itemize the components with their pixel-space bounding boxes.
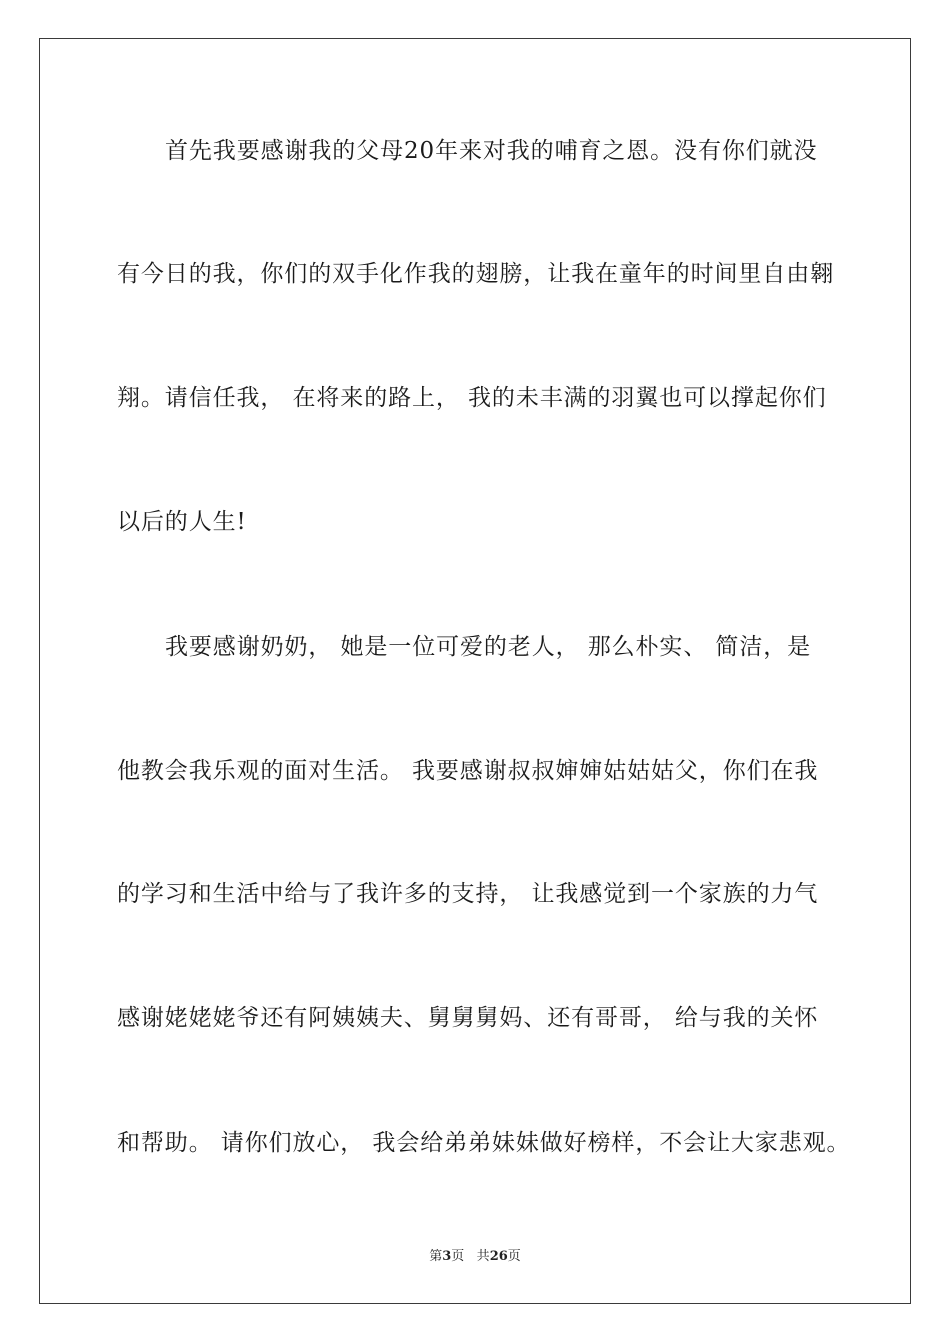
paragraph-1-line-4: 以后的人生! [117, 509, 247, 535]
total-unit: 页 [507, 1249, 521, 1264]
paragraph-1-line-3: 翔。请信任我， 在将来的路上， 我的未丰满的羽翼也可以撑起你们 [117, 385, 827, 411]
page-current: 3 [442, 1249, 452, 1264]
paragraph-2-line-1: 我要感谢奶奶， 她是一位可爱的老人， 那么朴实、 简洁，是 [165, 634, 812, 660]
paragraph-1-line-1: 首先我要感谢我的父母20年来对我的哺育之恩。没有你们就没 [165, 138, 818, 164]
page-border [39, 38, 911, 1304]
paragraph-2-line-3: 的学习和生活中给与了我许多的支持， 让我感觉到一个家族的力气 [117, 881, 819, 907]
paragraph-2-line-4: 感谢姥姥姥爷还有阿姨姨夫、舅舅舅妈、还有哥哥， 给与我的关怀 [117, 1005, 819, 1031]
page-prefix: 第 [429, 1249, 443, 1264]
paragraph-1-line-2: 有今日的我，你们的双手化作我的翅膀，让我在童年的时间里自由翱 [117, 261, 834, 287]
paragraph-2-line-5: 和帮助。 请你们放心， 我会给弟弟妹妹做好榜样，不会让大家悲观。 [117, 1130, 851, 1156]
total-prefix: 共 [476, 1249, 490, 1264]
page-unit: 页 [451, 1249, 465, 1264]
page-number-footer [0, 1248, 950, 1266]
page-total: 26 [489, 1249, 508, 1264]
paragraph-2-line-2: 他教会我乐观的面对生活。 我要感谢叔叔婶婶姑姑姑父，你们在我 [117, 758, 819, 784]
